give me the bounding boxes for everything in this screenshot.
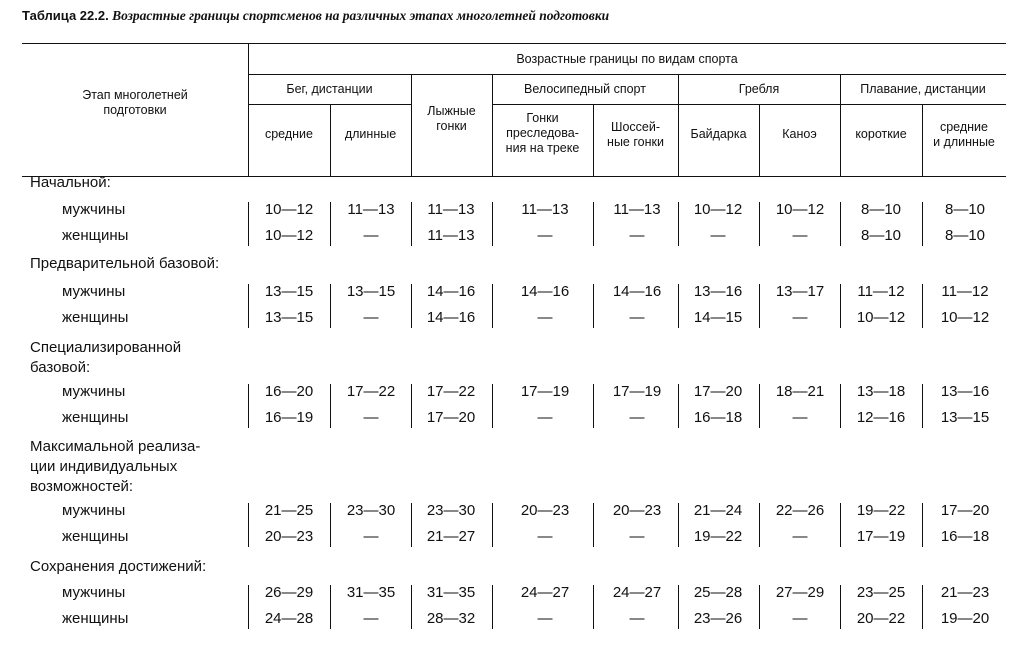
table-cell: 31—35 [346, 584, 396, 601]
section-title-line: Начальной: [30, 174, 111, 191]
table-cell: 20—22 [856, 610, 906, 627]
table-cell: 13—18 [856, 383, 906, 400]
row-label: мужчины [62, 201, 126, 218]
row-divider [330, 503, 331, 547]
header-road [593, 120, 678, 150]
row-divider [840, 284, 841, 328]
section-title-line: Максимальной реализа- [30, 438, 201, 455]
header-track-line1: Гонки [526, 111, 559, 125]
table-cell: — [537, 409, 553, 426]
row-divider [759, 202, 760, 246]
row-divider [678, 503, 679, 547]
row-divider [593, 384, 594, 428]
table-cell: 13—15 [346, 283, 396, 300]
row-divider [922, 503, 923, 547]
header-road-line1: Шоссей- [610, 120, 660, 134]
row-divider [593, 202, 594, 246]
header-run-long: длинные [344, 127, 397, 141]
header-cycling: Велосипедный спорт [524, 82, 646, 96]
table-cell: 16—18 [693, 409, 743, 426]
row-divider [593, 585, 594, 629]
row-divider [330, 202, 331, 246]
table-number: Таблица 22.2. [22, 8, 109, 23]
row-divider [840, 202, 841, 246]
section-title-line: Специализированной [30, 339, 182, 356]
row-divider [759, 585, 760, 629]
header-rowing: Гребля [738, 82, 780, 96]
table-cell: — [363, 528, 379, 545]
section-title [30, 338, 181, 378]
row-divider [248, 284, 249, 328]
table-cell: 13—15 [264, 283, 314, 300]
row-divider [840, 384, 841, 428]
table-cell: 10—12 [693, 201, 743, 218]
row-divider [678, 585, 679, 629]
row-divider [411, 384, 412, 428]
header-stage-line2: подготовки [103, 103, 167, 117]
row-divider [840, 585, 841, 629]
row-divider [492, 585, 493, 629]
row-divider [248, 202, 249, 246]
table-cell: 10—12 [775, 201, 825, 218]
row-divider [411, 585, 412, 629]
row-divider [411, 503, 412, 547]
table-cell: 13—15 [940, 409, 990, 426]
row-divider [840, 503, 841, 547]
table-title: Возрастные границы спортсменов на различных этапах многолетней подготовки [112, 8, 610, 23]
table-cell: 8—10 [944, 201, 986, 218]
row-divider [248, 503, 249, 547]
table-cell: — [792, 309, 808, 326]
header-swim-ml [922, 120, 1006, 150]
table-cell: — [792, 409, 808, 426]
table-cell: 12—16 [856, 409, 906, 426]
row-divider [411, 284, 412, 328]
table-cell: — [537, 227, 553, 244]
table-cell: 17—22 [426, 383, 476, 400]
table-cell: 24—27 [520, 584, 570, 601]
table-cell: 16—19 [264, 409, 314, 426]
table-cell: 27—29 [775, 584, 825, 601]
table-cell: 10—12 [940, 309, 990, 326]
row-divider [330, 284, 331, 328]
row-label: женщины [62, 227, 129, 244]
table-cell: — [537, 528, 553, 545]
header-stage [22, 88, 248, 118]
table-cell: 23—30 [346, 502, 396, 519]
header-road-line2: ные гонки [607, 135, 664, 149]
table-cell: 21—23 [940, 584, 990, 601]
section-title-line: Предварительной базовой: [30, 255, 220, 272]
table-cell: 14—16 [520, 283, 570, 300]
table-cell: 19—22 [856, 502, 906, 519]
row-divider [248, 384, 249, 428]
section-title [30, 173, 111, 193]
table-cell: 14—16 [426, 283, 476, 300]
table-cell: 21—24 [693, 502, 743, 519]
table-cell: 20—23 [612, 502, 662, 519]
table-cell: 11—12 [941, 283, 989, 300]
table-cell: — [710, 227, 726, 244]
table-cell: 8—10 [860, 201, 902, 218]
table-cell: 14—16 [612, 283, 662, 300]
header-run-mid: средние [264, 127, 313, 141]
table-cell: 17—20 [940, 502, 990, 519]
table-cell: 11—12 [857, 283, 905, 300]
table-cell: — [629, 227, 645, 244]
table-cell: 14—15 [693, 309, 743, 326]
section-title-line: базовой: [30, 359, 91, 376]
row-label: мужчины [62, 584, 126, 601]
header-track-line2: преследова- [506, 126, 579, 140]
row-divider [759, 503, 760, 547]
row-divider [330, 585, 331, 629]
row-label: мужчины [62, 502, 126, 519]
header-swim-ml-line2: и длинные [933, 135, 995, 149]
row-label: мужчины [62, 383, 126, 400]
row-divider [492, 503, 493, 547]
row-divider [593, 284, 594, 328]
header-track [492, 111, 593, 156]
table-cell: 19—22 [693, 528, 743, 545]
row-divider [248, 585, 249, 629]
table-cell: 25—28 [693, 584, 743, 601]
table-cell: 11—13 [613, 201, 661, 218]
table-cell: 17—20 [693, 383, 743, 400]
table-cell: 21—27 [426, 528, 476, 545]
header-ski-line1: Лыжные [427, 104, 476, 118]
row-divider [678, 384, 679, 428]
table-cell: — [363, 227, 379, 244]
table-cell: 13—16 [940, 383, 990, 400]
row-divider [759, 284, 760, 328]
table-cell: 26—29 [264, 584, 314, 601]
row-divider [411, 202, 412, 246]
table-cell: 23—25 [856, 584, 906, 601]
section-title [30, 437, 200, 497]
header-ski-line2: гонки [436, 119, 467, 133]
table-cell: — [537, 309, 553, 326]
table-cell: 11—13 [347, 201, 395, 218]
header-ski [411, 104, 492, 134]
header-swim-ml-line1: средние [939, 120, 988, 134]
table-cell: 31—35 [426, 584, 476, 601]
row-divider [922, 202, 923, 246]
row-divider [922, 585, 923, 629]
header-sports: Возрастные границы по видам спорта [516, 52, 738, 66]
table-cell: 10—12 [856, 309, 906, 326]
table-cell: — [792, 528, 808, 545]
table-cell: — [363, 309, 379, 326]
section-title-line: возможностей: [30, 478, 134, 495]
header-track-line3: ния на треке [505, 141, 580, 155]
table-cell: 20—23 [264, 528, 314, 545]
table-cell: — [792, 227, 808, 244]
table-cell: 8—10 [944, 227, 986, 244]
row-label: женщины [62, 409, 129, 426]
table-cell: 11—13 [427, 201, 475, 218]
row-divider [678, 284, 679, 328]
row-divider [922, 284, 923, 328]
header-kayak: Байдарка [690, 127, 747, 141]
table-cell: — [537, 610, 553, 627]
row-divider [492, 284, 493, 328]
header-stage-line1: Этап многолетней [82, 88, 188, 102]
table-cell: 17—22 [346, 383, 396, 400]
table-cell: — [629, 610, 645, 627]
table-cell: — [792, 610, 808, 627]
row-divider [922, 384, 923, 428]
table-cell: 16—20 [264, 383, 314, 400]
table-cell: 23—30 [426, 502, 476, 519]
table-cell: 21—25 [264, 502, 314, 519]
table-cell: — [629, 528, 645, 545]
table-cell: 19—20 [940, 610, 990, 627]
row-divider [678, 202, 679, 246]
row-divider [759, 384, 760, 428]
table-cell: — [363, 409, 379, 426]
table-cell: 18—21 [775, 383, 825, 400]
row-label: женщины [62, 309, 129, 326]
table-cell: 14—16 [426, 309, 476, 326]
row-divider [492, 384, 493, 428]
row-divider [593, 503, 594, 547]
header-swim-short: короткие [855, 127, 907, 141]
table-cell: 13—17 [775, 283, 825, 300]
table-cell: — [629, 309, 645, 326]
table-cell: 8—10 [860, 227, 902, 244]
header-run: Бег, дистанции [286, 82, 373, 96]
table-header [22, 43, 1006, 177]
table-cell: 17—19 [856, 528, 906, 545]
section-title [30, 254, 219, 274]
table-cell: 17—19 [520, 383, 570, 400]
table-cell: 23—26 [693, 610, 743, 627]
table-cell: 16—18 [940, 528, 990, 545]
table-cell: 17—19 [612, 383, 662, 400]
header-swim: Плавание, дистанции [860, 82, 986, 96]
section-title [30, 557, 206, 577]
table-cell: 13—15 [264, 309, 314, 326]
section-title-line: ции индивидуальных [30, 458, 178, 475]
table-cell: 24—27 [612, 584, 662, 601]
row-label: женщины [62, 528, 129, 545]
table-cell: — [363, 610, 379, 627]
table-cell: 22—26 [775, 502, 825, 519]
table-cell: 10—12 [264, 201, 314, 218]
table-cell: 13—16 [693, 283, 743, 300]
table-cell: 17—20 [426, 409, 476, 426]
table-cell: — [629, 409, 645, 426]
table-cell: 11—13 [427, 227, 475, 244]
table-cell: 24—28 [264, 610, 314, 627]
row-label: женщины [62, 610, 129, 627]
header-canoe: Каноэ [782, 127, 817, 141]
table-caption [22, 8, 609, 24]
section-title-line: Сохранения достижений: [30, 558, 207, 575]
table-cell: 20—23 [520, 502, 570, 519]
row-divider [492, 202, 493, 246]
row-label: мужчины [62, 283, 126, 300]
table-cell: 28—32 [426, 610, 476, 627]
table-cell: 11—13 [521, 201, 569, 218]
table-cell: 10—12 [264, 227, 314, 244]
row-divider [330, 384, 331, 428]
